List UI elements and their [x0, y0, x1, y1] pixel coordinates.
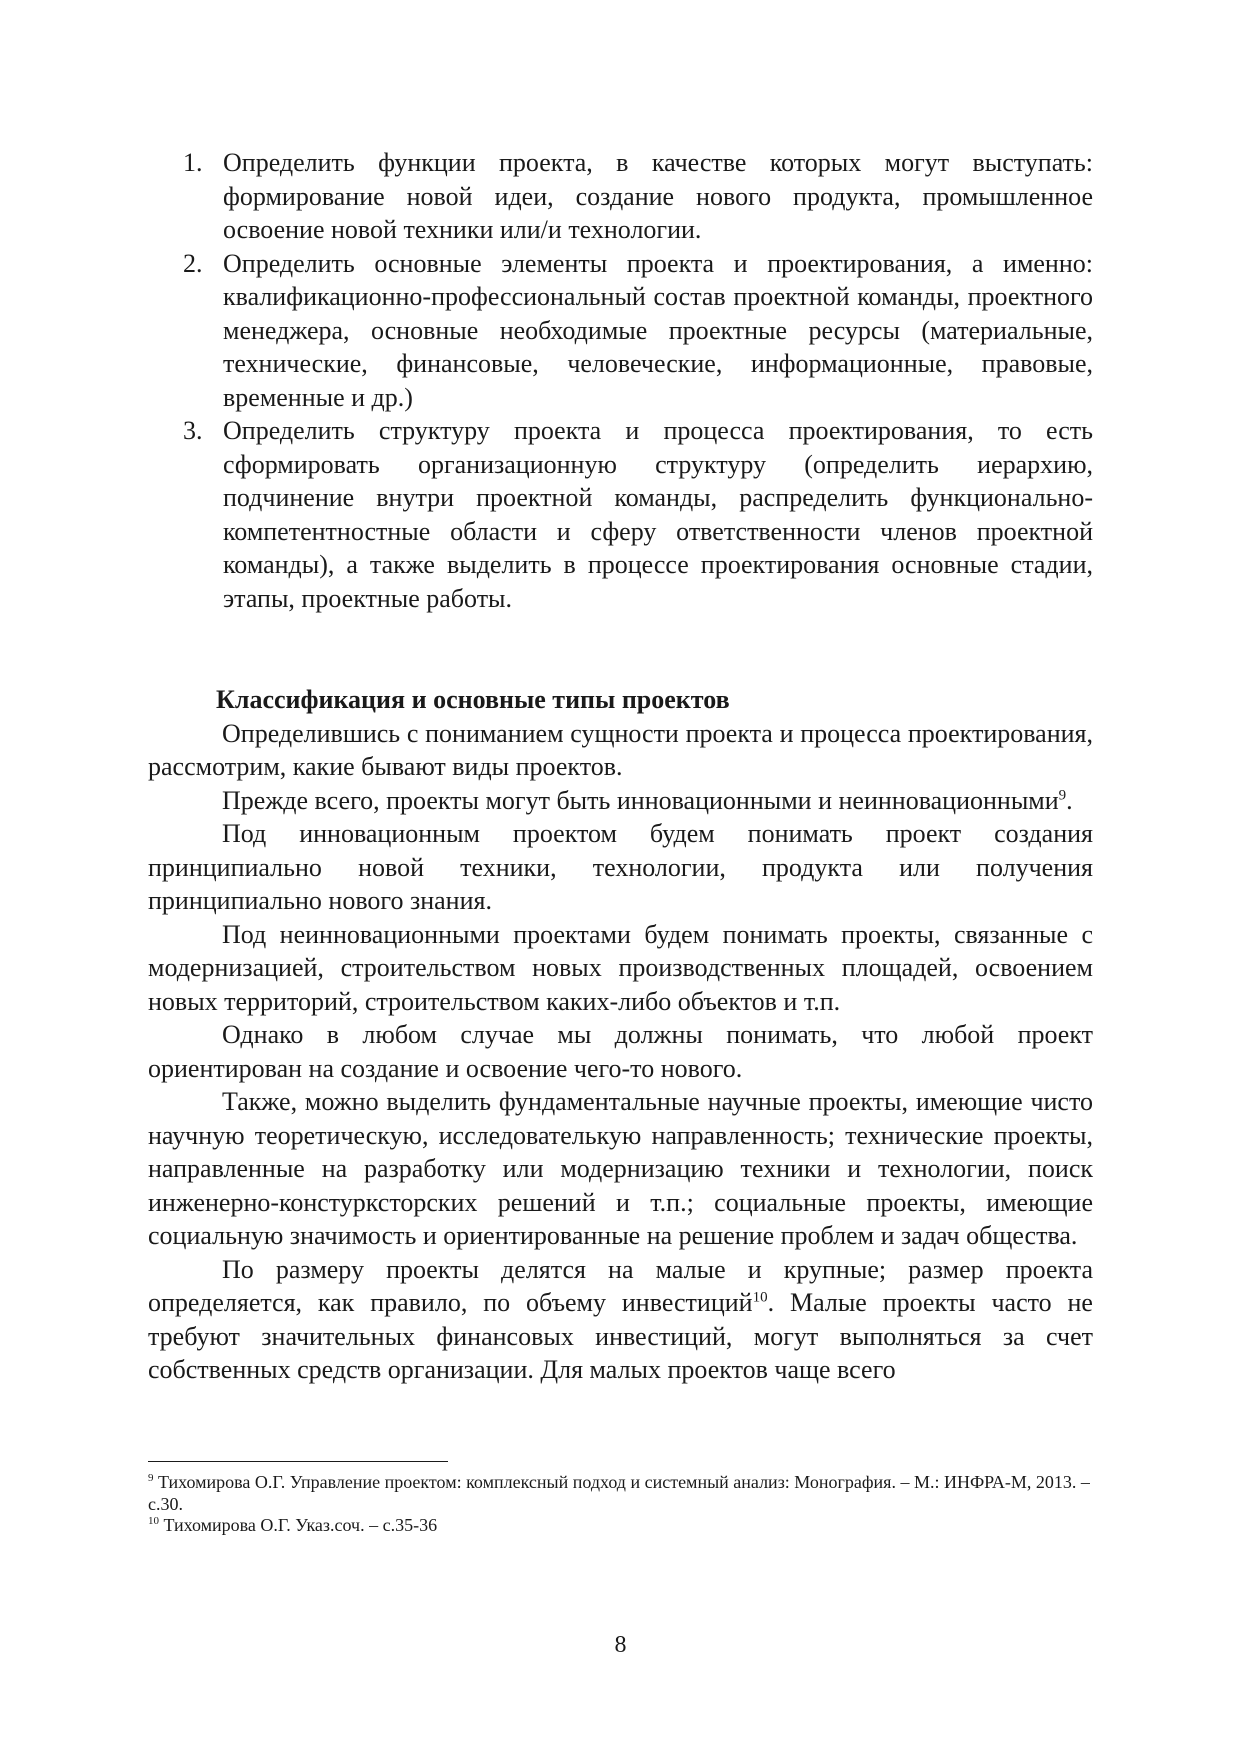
paragraph-text: Прежде всего, проекты могут быть инновационными и неинновационными — [222, 785, 1059, 815]
paragraph: Определившись с пониманием сущности проекта и процесса проектирования, рассмотрим, какие бывают виды проектов. — [148, 718, 1093, 781]
footnote — [148, 1515, 1093, 1537]
list-item-number: 3. — [183, 416, 203, 445]
paragraph: Однако в любом случае мы должны понимать, что любой проект ориентирован на создание и освоение чего-то нового. — [148, 1020, 1093, 1083]
paragraph — [148, 1253, 1093, 1387]
footnote-ref: 10 — [752, 1289, 768, 1306]
document-body — [148, 146, 1093, 1387]
footnote-number: 9 — [148, 1472, 154, 1484]
list-item — [148, 414, 1093, 615]
list-item-text: Определить функции проекта, в качестве которых могут выступать: формирование новой идеи, создание нового продукта, промышленное освоение новой техники или/и технологии. — [223, 148, 1093, 244]
paragraph — [148, 784, 1093, 818]
list-item-number: 2. — [183, 248, 203, 278]
paragraph-text: . — [1066, 785, 1073, 815]
list-item — [148, 146, 1093, 247]
footnote-text: Тихомирова О.Г. Указ.соч. – с.35-36 — [159, 1515, 438, 1535]
footnote — [148, 1472, 1093, 1515]
list-item-number: 1. — [183, 148, 203, 177]
footnote-ref: 9 — [1058, 786, 1067, 803]
list-item — [148, 247, 1093, 415]
section-heading: Классификация и основные типы проектов — [216, 685, 730, 714]
footnote-divider — [148, 1461, 448, 1462]
list-item-text: Определить основные элементы проекта и проектирования, а именно: квалификационно-профессиональный состав проектной команды, проектного менеджера, основные необходимые проектные ресурсы (материальные, технические, финансовые, человеческие, информационные, правовые, временные и др.) — [223, 248, 1093, 412]
paragraph: Под инновационным проектом будем понимать проект создания принципиально новой техники, технологии, продукта или получения принципиально нового знания. — [148, 819, 1093, 915]
footnotes — [148, 1461, 1093, 1537]
numbered-list — [148, 146, 1093, 615]
footnote-number: 10 — [148, 1515, 159, 1527]
list-item-text: Определить структуру проекта и процесса проектирования, то есть сформировать организационную структуру (определить иерархию, подчинение внутри проектной команды, распределить функционально-компетентностные области и сферу ответственности членов проектной команды), а также выделить в процессе проектирования основные стадии, этапы, проектные работы. — [223, 416, 1093, 613]
paragraph: Под неинновационными проектами будем понимать проекты, связанные с модернизацией, строительством новых производственных площадей, освоением новых территорий, строительством каких-либо объектов и т.п. — [148, 919, 1093, 1016]
footnote-text: Тихомирова О.Г. Управление проектом: комплексный подход и системный анализ: Монография. – М.: ИНФРА-М, 2013. – с.30. — [148, 1472, 1090, 1514]
page-number: 8 — [614, 1632, 627, 1658]
paragraph-text: . Малые проекты часто не требуют значительных финансовых инвестиций, могут выполняться за счет собственных средств организации. Для малых проектов чаще всего — [148, 1288, 1093, 1384]
paragraph-text: По размеру проекты делятся на малые и крупные; размер проекта определяется, как правило, по объему инвестиций — [148, 1254, 1093, 1317]
paragraph: Также, можно выделить фундаментальные научные проекты, имеющие чисто научную теоретическую, исследователькую направленность; технические проекты, направленные на разработку или модернизацию техники и технологии, поиск инженерно-констурксторских решений и т.п.; социальные проекты, имеющие социальную значимость и ориентированные на решение проблем и задач общества. — [148, 1087, 1093, 1250]
